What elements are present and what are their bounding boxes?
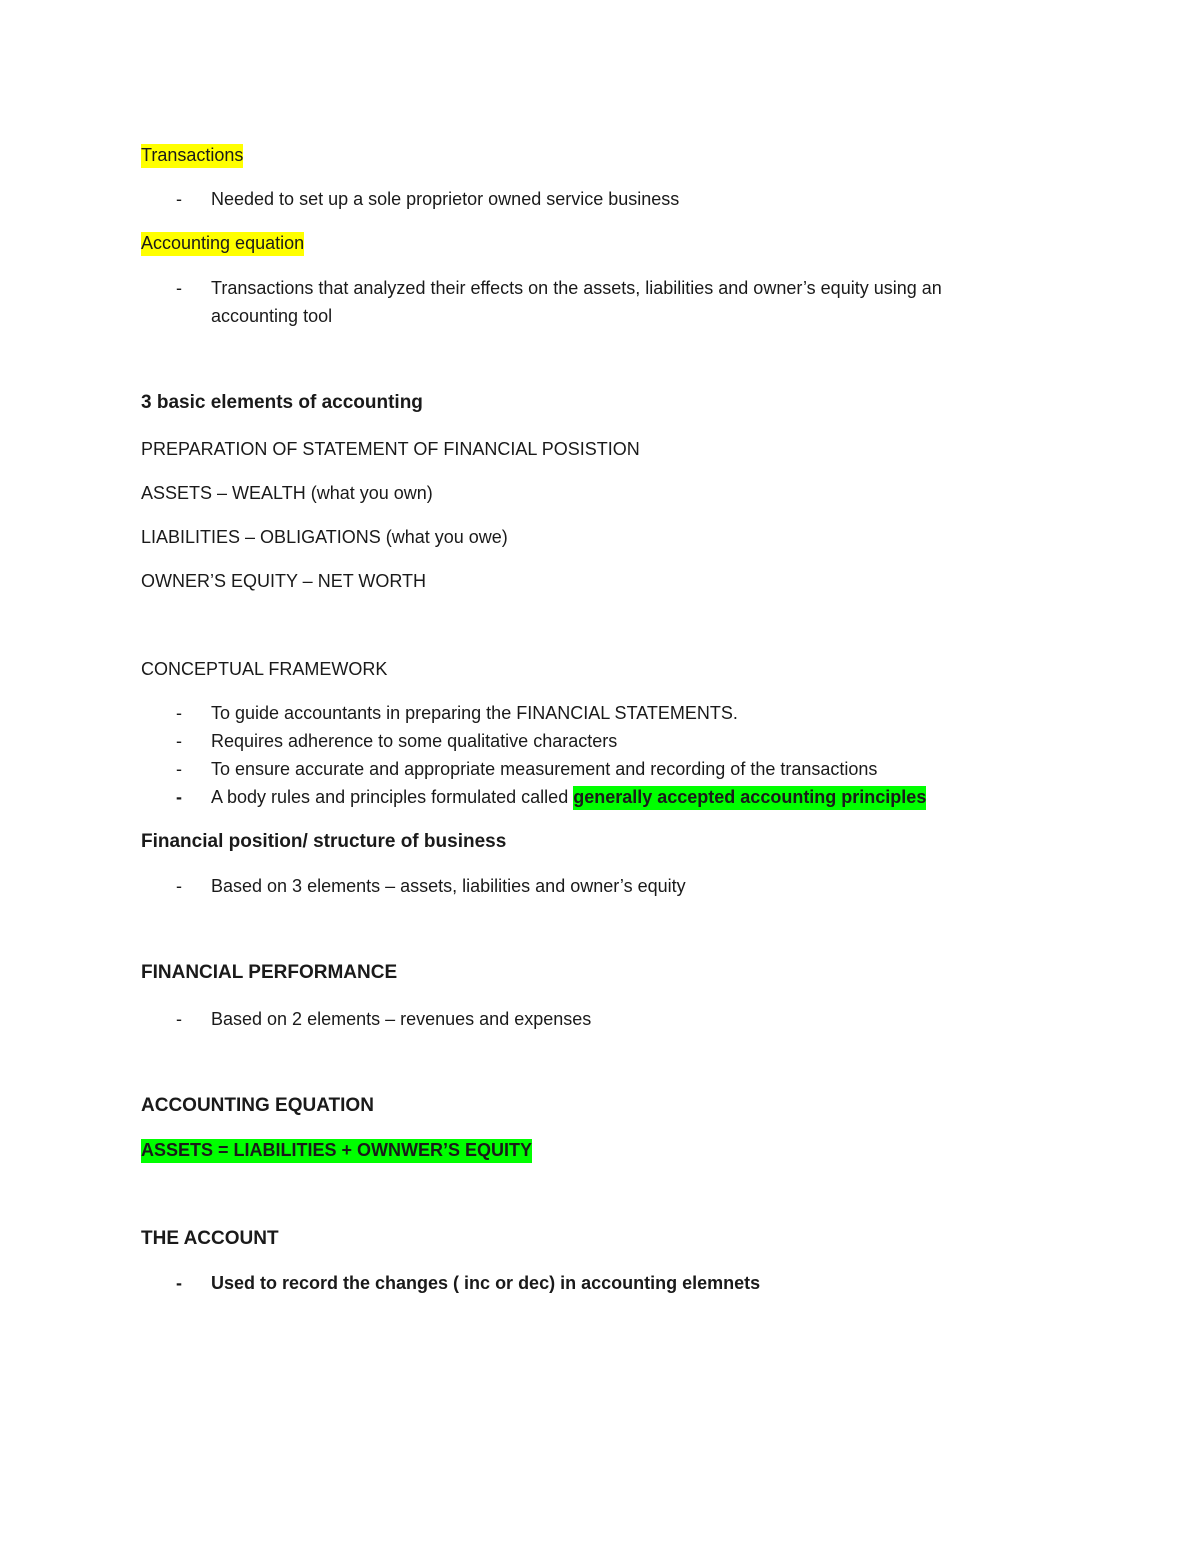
heading-accounting-equation bbox=[141, 231, 304, 255]
equation-line bbox=[141, 1138, 532, 1162]
bullet-marker: - bbox=[176, 759, 182, 779]
heading-transactions bbox=[141, 143, 243, 167]
bullet-text-line-2: accounting tool bbox=[211, 306, 333, 326]
text-line: LIABILITIES – OBLIGATIONS (what you owe) bbox=[141, 527, 508, 547]
highlight-equation: ASSETS = LIABILITIES + OWNWER’S EQUITY bbox=[141, 1139, 532, 1163]
bullet-text bbox=[211, 783, 1071, 811]
bullet-text bbox=[211, 274, 1071, 330]
text-line: ASSETS – WEALTH (what you own) bbox=[141, 483, 433, 503]
bullet-marker: - bbox=[176, 876, 182, 896]
text-line: OWNER’S EQUITY – NET WORTH bbox=[141, 571, 427, 591]
highlight-gaap: generally accepted accounting principles bbox=[573, 786, 926, 810]
highlight-transactions: Transactions bbox=[141, 144, 243, 168]
heading-the-account: THE ACCOUNT bbox=[141, 1228, 279, 1249]
heading-financial-position: Financial position/ structure of business bbox=[141, 831, 507, 852]
bullet-text: Requires adherence to some qualitative characters bbox=[211, 731, 618, 751]
bullet-text-prefix: A body rules and principles formulated called bbox=[211, 787, 574, 807]
text-line: PREPARATION OF STATEMENT OF FINANCIAL POSISTION bbox=[141, 439, 640, 459]
bullet-text: Based on 2 elements – revenues and expenses bbox=[211, 1009, 592, 1029]
bullet-text: To guide accountants in preparing the FINANCIAL STATEMENTS. bbox=[211, 703, 738, 723]
bullet-text: Based on 3 elements – assets, liabilities and owner’s equity bbox=[211, 876, 686, 896]
heading-basic-elements: 3 basic elements of accounting bbox=[141, 392, 423, 413]
bullet-text-line-1: Transactions that analyzed their effects on the assets, liabilities and owner’s equity using an bbox=[211, 278, 942, 298]
bullet-text: To ensure accurate and appropriate measurement and recording of the transactions bbox=[211, 759, 878, 779]
heading-financial-performance: FINANCIAL PERFORMANCE bbox=[141, 962, 398, 983]
bullet-marker: - bbox=[176, 1273, 182, 1293]
bullet-marker: - bbox=[176, 787, 182, 807]
bullet-text: Needed to set up a sole proprietor owned service business bbox=[211, 189, 680, 209]
bullet-marker: - bbox=[176, 278, 182, 298]
heading-accounting-equation-2: ACCOUNTING EQUATION bbox=[141, 1095, 374, 1116]
bullet-text: Used to record the changes ( inc or dec) in accounting elemnets bbox=[211, 1273, 761, 1293]
bullet-marker: - bbox=[176, 189, 182, 209]
bullet-marker: - bbox=[176, 1009, 182, 1029]
bullet-marker: - bbox=[176, 703, 182, 723]
highlight-accounting-equation: Accounting equation bbox=[141, 232, 304, 256]
bullet-marker: - bbox=[176, 731, 182, 751]
heading-conceptual-framework: CONCEPTUAL FRAMEWORK bbox=[141, 659, 388, 679]
